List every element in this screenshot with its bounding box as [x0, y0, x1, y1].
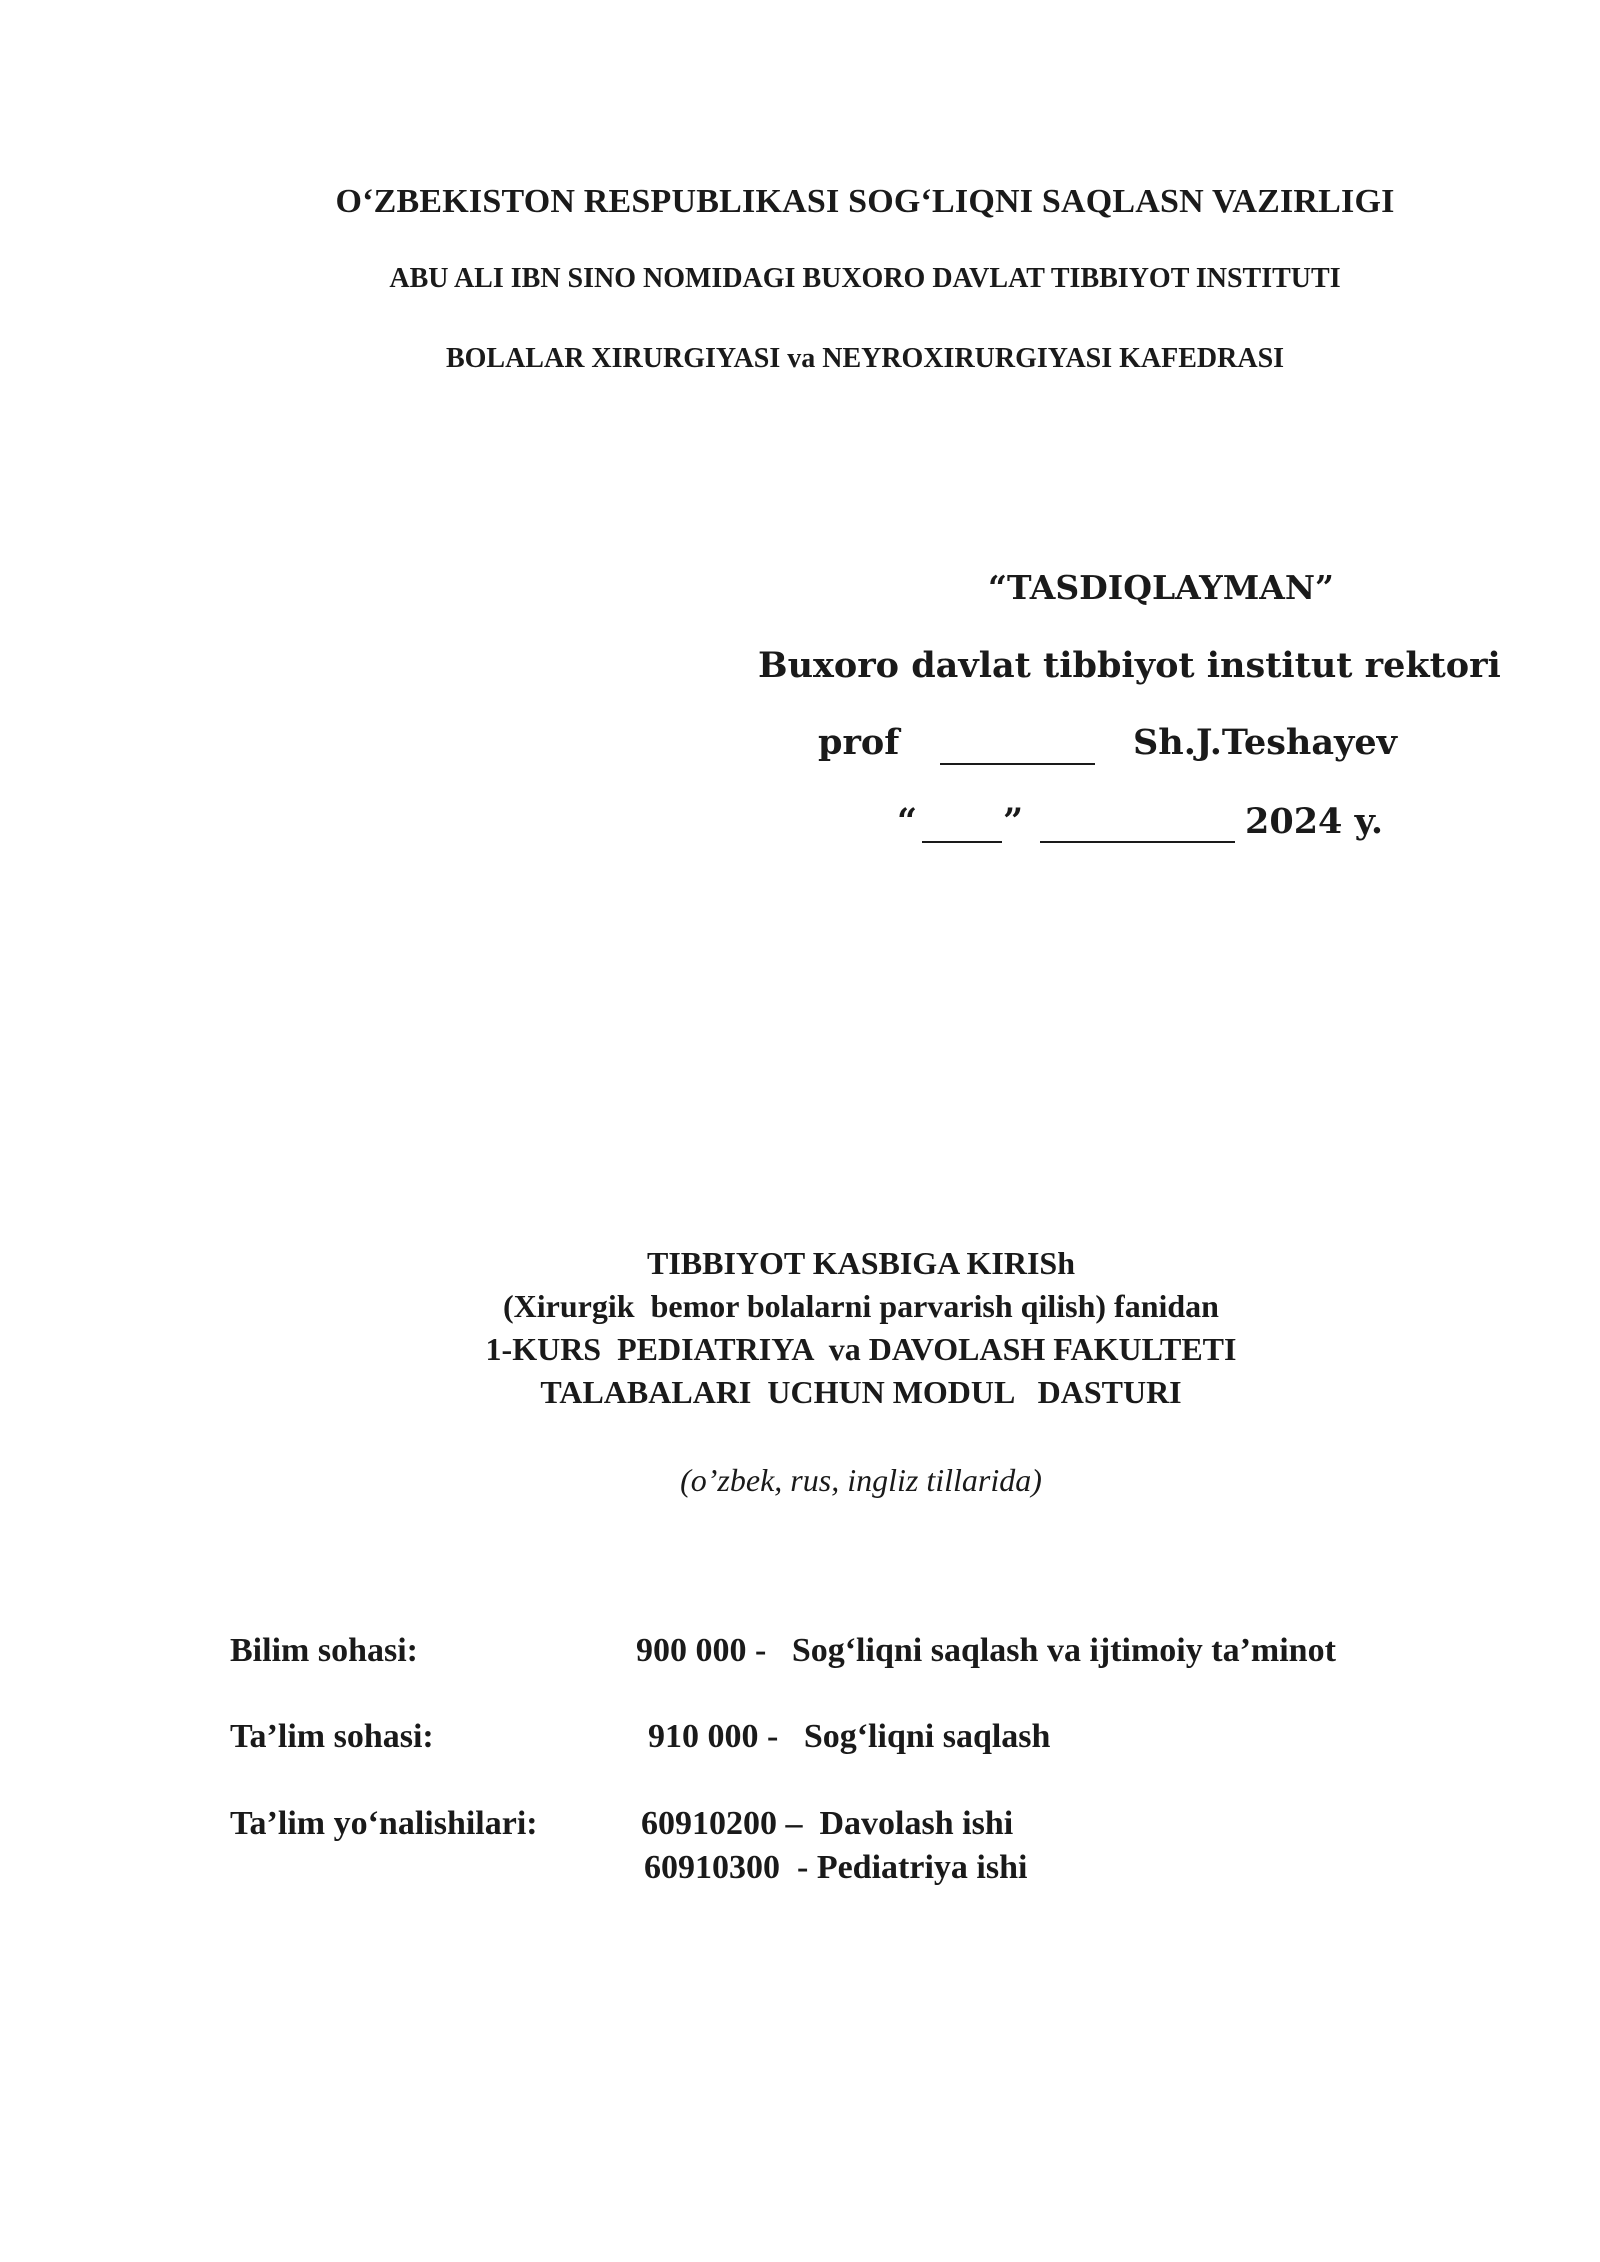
- date-month-blank: [1040, 841, 1235, 843]
- approval-title: “TASDIQLAYMAN”: [988, 568, 1334, 607]
- languages-note: (o’zbek, rus, ingliz tillarida): [680, 1462, 1042, 1498]
- institute-heading: ABU ALI IBN SINO NOMIDAGI BUXORO DAVLAT TIBBIYOT INSTITUTI: [389, 263, 1341, 294]
- talim-yonalish-label: Ta’lim yo‘nalishilari:: [230, 1805, 538, 1842]
- bilim-sohasi-value: 900 000 - Sog‘liqni saqlash va ijtimoiy ta’minot: [636, 1632, 1336, 1669]
- department-heading: BOLALAR XIRURGIYASI va NEYROXIRURGIYASI KAFEDRASI: [445, 343, 1285, 374]
- approval-rector: Buxoro davlat tibbiyot institut rektori: [758, 645, 1501, 686]
- approval-prof-label: prof: [818, 722, 900, 763]
- date-quote-open: “: [897, 801, 918, 842]
- signature-blank: [940, 763, 1095, 765]
- program-title-line-2: (Xirurgik bemor bolalarni parvarish qilish) fanidan: [503, 1288, 1219, 1324]
- date-quote-close: ”: [1003, 801, 1024, 842]
- program-title-line-3: 1-KURS PEDIATRIYA va DAVOLASH FAKULTETI: [485, 1331, 1237, 1367]
- talim-sohasi-label: Ta’lim sohasi:: [230, 1718, 434, 1755]
- talim-sohasi-value: 910 000 - Sog‘liqni saqlash: [648, 1718, 1051, 1755]
- bilim-sohasi-label: Bilim sohasi:: [230, 1632, 418, 1669]
- program-title-line-1: TIBBIYOT KASBIGA KIRISh: [646, 1245, 1076, 1281]
- talim-yonalish-value-1: 60910200 – Davolash ishi: [641, 1805, 1014, 1842]
- talim-yonalish-value-2: 60910300 - Pediatriya ishi: [644, 1849, 1028, 1886]
- program-title-line-4: TALABALARI UCHUN MODUL DASTURI: [540, 1374, 1182, 1410]
- approval-year: 2024 y.: [1245, 801, 1384, 842]
- date-day-blank: [922, 841, 1002, 843]
- ministry-heading: O‘ZBEKISTON RESPUBLIKASI SOG‘LIQNI SAQLASN VAZIRLIGI: [335, 183, 1395, 220]
- rector-name: Sh.J.Teshayev: [1133, 722, 1398, 763]
